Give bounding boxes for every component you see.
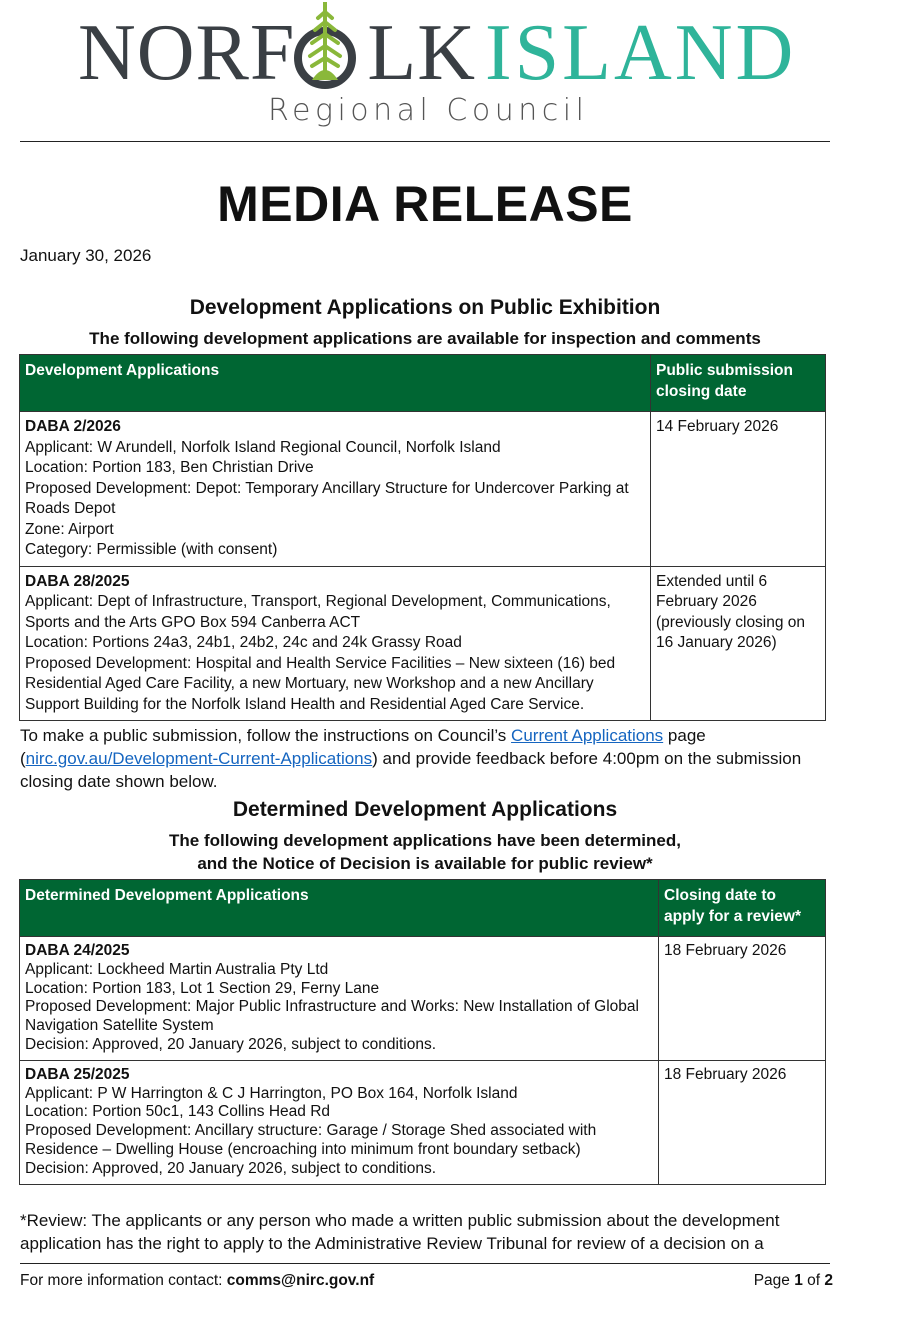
application-line: Decision: Approved, 20 January 2026, subject to conditions. [25,1159,437,1177]
application-line: Applicant: W Arundell, Norfolk Island Regional Council, Norfolk Island [25,438,501,456]
application-line: Applicant: Lockheed Martin Australia Pty Ltd [25,960,329,978]
application-line: Decision: Approved, 20 January 2026, subject to conditions. [25,1035,437,1053]
application-line: Proposed Development: Depot: Temporary Ancillary Structure for Undercover Parking at Roads Depot [25,479,629,517]
column-header: Determined Development Applications [20,880,659,937]
footer-contact: For more information contact: comms@nirc.gov.nf [20,1272,375,1289]
application-line: Category: Permissible (with consent) [25,541,278,558]
release-date: January 30, 2026 [20,246,152,265]
closing-date: 18 February 2026 [659,937,826,1061]
table-header-row [20,880,826,937]
table-header-row [20,355,826,412]
closing-date: 18 February 2026 [659,1060,826,1184]
closing-date: Extended until 6 February 2026 (previously closing on 16 January 2026) [651,566,826,721]
application-id: DABA 2/2026 [25,418,121,435]
column-header: Closing date to apply for a review* [659,880,826,937]
applications-table [19,354,826,721]
application-line: Location: Portion 183, Ben Christian Drive [25,459,314,476]
header-divider [20,141,830,142]
application-details [20,566,651,721]
section1-heading: Development Applications on Public Exhibition [189,296,661,319]
section2-heading: Determined Development Applications [232,798,618,821]
application-line: Applicant: Dept of Infrastructure, Transport, Regional Development, Communications, Sports and the Arts GPO Box 594 Canberra ACT [25,593,611,631]
application-line: Proposed Development: Ancillary structure: Garage / Storage Shed associated with Residence – Dwelling House (encroaching into minimum front boundary setback) [25,1122,597,1158]
determined-applications-table [19,879,826,1185]
application-line: Applicant: P W Harrington & C J Harrington, PO Box 164, Norfolk Island [25,1084,518,1102]
nirc-url-link[interactable]: nirc.gov.au/Development-Current-Applications [25,749,373,768]
section2-subheading-1: The following development applications have been determined, [169,831,681,850]
closing-date: 14 February 2026 [651,412,826,567]
application-id: DABA 28/2025 [25,572,130,590]
application-id: DABA 25/2025 [25,1065,130,1083]
application-line: Location: Portions 24a3, 24b1, 24b2, 24c and 24k Grassy Road [25,634,462,651]
section1-subheading: The following development applications are available for inspection and comments [89,329,761,348]
column-header: Public submission closing date [651,355,826,412]
page-title: MEDIA RELEASE [217,176,633,232]
logo-subtitle: Regional Council [268,93,589,128]
application-line: Proposed Development: Hospital and Health Service Facilities – New sixteen (16) bed Residential Aged Care Facility, a new Mortuary, new Workshop and a new Ancillary Support Building for the Norfolk Island Health and Residential Aged Care Service. [25,654,616,713]
application-details [20,937,659,1061]
submission-instructions: To make a public submission, follow the instructions on Council’s Current Applications page (nirc.gov.au/Development-Current-Applications) and provide feedback before 4:00pm on the submission closing date shown below. [20,726,802,791]
logo-wordmark-island: ISLAND [485,9,797,97]
page-indicator: Page 1 of 2 [753,1272,833,1289]
council-logo [0,0,900,140]
table-row [20,937,826,1061]
application-line: Proposed Development: Major Public Infrastructure and Works: New Installation of Global Navigation Satellite System [25,998,639,1035]
contact-email[interactable]: comms@nirc.gov.nf [226,1272,375,1289]
table-row [20,412,826,567]
pine-tree-icon [290,0,360,92]
table-row [20,566,826,721]
section2-subheading-2: and the Notice of Decision is available for public review* [197,854,653,873]
column-header: Development Applications [20,355,651,412]
logo-wordmark-norfolk: NORF LK [78,9,477,97]
review-note: *Review: The applicants or any person who made a written public submission about the development application has the right to apply to the Administrative Review Tribunal for review of a decision on a [20,1211,780,1253]
footer-divider [20,1263,830,1264]
application-line: Location: Portion 50c1, 143 Collins Head Rd [25,1103,331,1121]
application-details [20,1060,659,1184]
application-id: DABA 24/2025 [25,942,130,959]
table-row [20,1060,826,1184]
application-line: Zone: Airport [25,520,114,538]
application-details [20,412,651,567]
application-line: Location: Portion 183, Lot 1 Section 29, Ferny Lane [25,979,380,997]
current-applications-link[interactable]: Current Applications [511,726,664,745]
